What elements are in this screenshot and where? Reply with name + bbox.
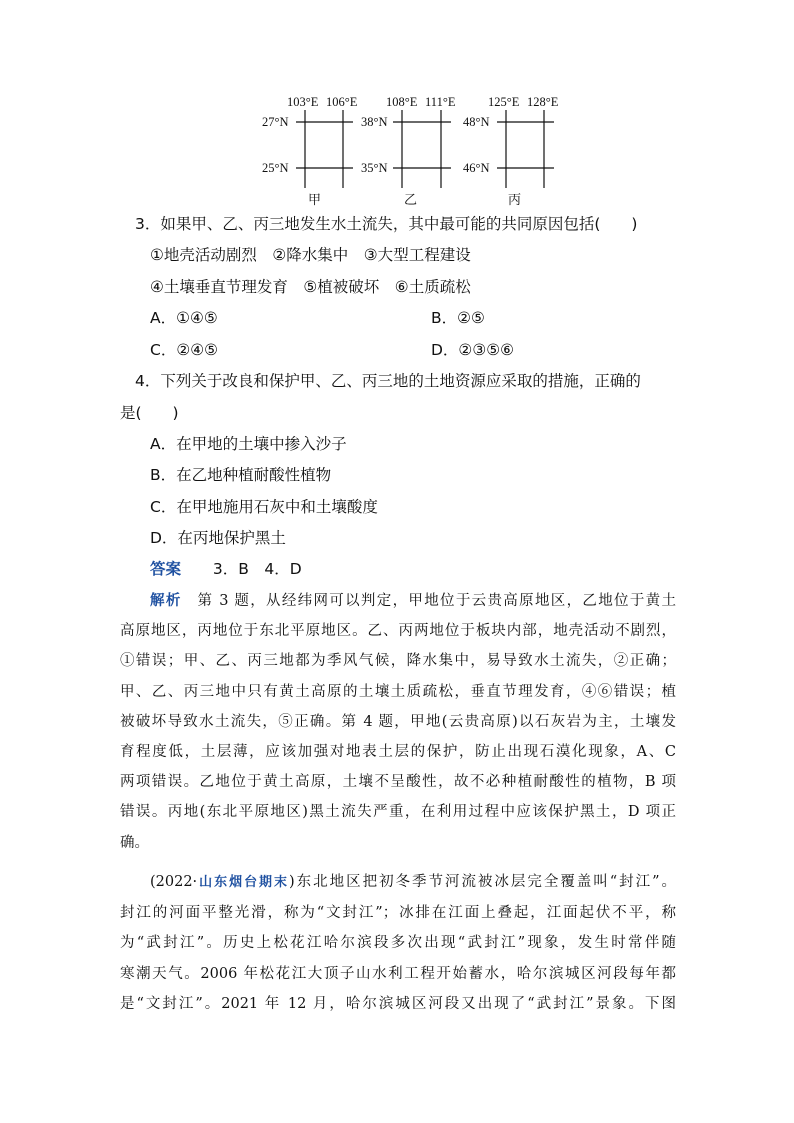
- grid-panel-bing: [463, 95, 559, 208]
- lat-label: 25°N: [262, 161, 289, 175]
- grid-panel-jia: [262, 95, 358, 208]
- lon-label: 103°E: [287, 95, 319, 109]
- panel-label: 丙: [508, 193, 522, 208]
- lon-label: 125°E: [488, 95, 520, 109]
- answer-line: [150, 559, 302, 579]
- analysis-line: 错误。丙地(东北平原地区)黑土流失严重，在利用过程中应该保护黑土，D 项正: [120, 804, 676, 821]
- analysis-line: 被破坏导致水土流失，⑤正确。第 4 题，甲地(云贵高原)以石灰岩为主，土壤发: [120, 713, 676, 730]
- passage-first-line: (2022·山东烟台期末)东北地区把初冬季节河流被冰层完全覆盖叫“封江”。: [150, 874, 676, 890]
- lat-long-grid-figure: [0, 0, 794, 215]
- panel-label: 甲: [308, 193, 322, 208]
- passage-line: 为“武封江”。历史上松花江哈尔滨段多次出现“武封江”现象，发生时常伴随: [120, 935, 676, 952]
- q4-option-b[interactable]: B．在乙地种植耐酸性植物: [150, 466, 332, 484]
- passage-line: 是“文封江”。2021 年 12 月，哈尔滨城区河段又出现了“武封江”景象。下图: [120, 995, 676, 1012]
- answer-text: 3．B 4．D: [212, 560, 302, 578]
- lat-label: 35°N: [361, 161, 388, 175]
- lon-label: 128°E: [527, 95, 559, 109]
- q3-option-d[interactable]: D．②③⑤⑥: [431, 341, 515, 359]
- lat-label: 38°N: [361, 115, 388, 129]
- analysis-last-line: 确。: [120, 834, 149, 851]
- passage-block: [120, 867, 676, 1019]
- q4-stem-cont: 是( ): [120, 404, 179, 422]
- lat-label: 46°N: [463, 161, 490, 175]
- analysis-line: 两项错误。乙地位于黄土高原，土壤不呈酸性，故不必种植耐酸性的植物，B 项: [120, 774, 676, 791]
- analysis-first-line: 解析 第 3 题，从经纬网可以判定，甲地位于云贵高原地区，乙地位于黄土: [150, 593, 676, 609]
- q3-items-line1: ①地壳活动剧烈 ②降水集中 ③大型工程建设: [150, 246, 471, 264]
- analysis-line: 甲、乙、丙三地中只有黄土高原的土壤土质疏松，垂直节理发育，④⑥错误；植: [120, 683, 676, 700]
- lon-label: 106°E: [326, 95, 358, 109]
- q3-items-line2: ④土壤垂直节理发育 ⑤植被破坏 ⑥土质疏松: [150, 278, 471, 296]
- lon-label: 108°E: [386, 95, 418, 109]
- panel-label: 乙: [404, 193, 418, 208]
- analysis-label: 解析: [150, 593, 182, 609]
- answer-label: 答案: [150, 560, 182, 578]
- lon-label: 111°E: [425, 95, 456, 109]
- passage-line: 封江的河面平整光滑，称为“文封江”；冰排在江面上叠起，江面起伏不平，称: [120, 905, 676, 922]
- lat-label: 27°N: [262, 115, 289, 129]
- analysis-line: 育程度低，土层薄，应该加强对地表土层的保护，防止出现石漠化现象，A、C: [120, 744, 676, 761]
- q3-option-a[interactable]: A．①④⑤: [150, 309, 218, 327]
- analysis-line: 高原地区，丙地位于东北平原地区。乙、丙两地位于板块内部，地壳活动不剧烈，: [120, 623, 676, 640]
- grid-panel-yi: [361, 95, 456, 208]
- source-name: 山东烟台期末: [197, 875, 290, 890]
- q3-option-b[interactable]: B．②⑤: [431, 309, 485, 327]
- q4-option-c[interactable]: C．在甲地施用石灰中和土壤酸度: [150, 498, 378, 516]
- analysis-line: ①错误；甲、乙、丙三地都为季风气候，降水集中，易导致水土流失，②正确；: [120, 653, 676, 670]
- lat-label: 48°N: [463, 115, 490, 129]
- q4-option-a[interactable]: A．在甲地的土壤中掺入沙子: [150, 435, 347, 453]
- q4-stem: 4．下列关于改良和保护甲、乙、丙三地的土地资源应采取的措施，正确的: [135, 372, 641, 390]
- passage-line: 寒潮天气。2006 年松花江大顶子山水利工程开始蓄水，哈尔滨城区河段每年都: [120, 965, 676, 982]
- q3-stem: 3．如果甲、乙、丙三地发生水土流失，其中最可能的共同原因包括( ): [135, 215, 638, 233]
- q3-option-c[interactable]: C．②④⑤: [150, 341, 219, 359]
- analysis-block: [120, 586, 676, 858]
- q4-option-d[interactable]: D．在丙地保护黑土: [150, 529, 286, 547]
